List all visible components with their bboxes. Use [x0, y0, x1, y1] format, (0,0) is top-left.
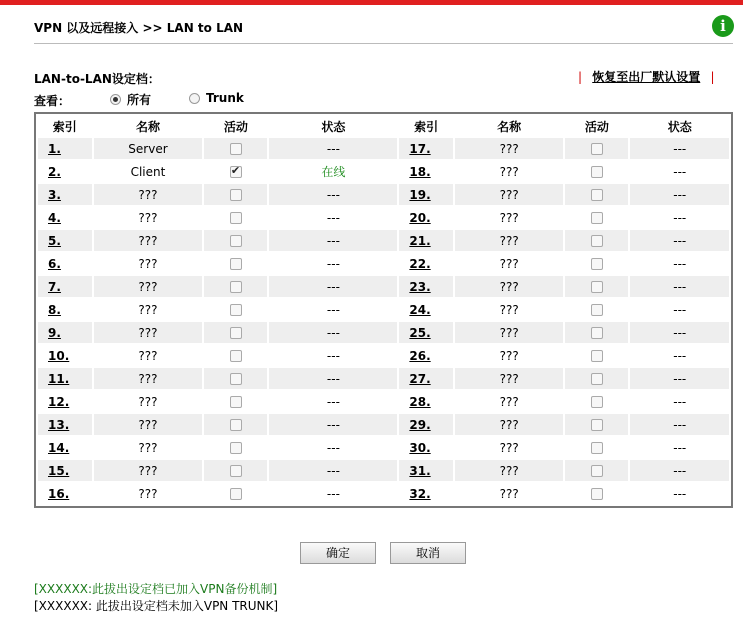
- lan-to-lan-table: [34, 112, 733, 508]
- profile-name: ???: [94, 414, 203, 435]
- profile-index-link[interactable]: 32.: [409, 486, 431, 501]
- profile-name: ???: [94, 345, 203, 366]
- active-cell: [565, 253, 628, 274]
- profile-index-link[interactable]: 14.: [48, 440, 70, 455]
- column-header-active: 活动: [584, 119, 609, 134]
- active-checkbox[interactable]: [230, 258, 242, 270]
- view-trunk-label: Trunk: [206, 91, 244, 105]
- profile-index-link[interactable]: 28.: [409, 394, 431, 409]
- active-cell: [565, 391, 628, 412]
- profile-name: ???: [455, 230, 563, 251]
- active-checkbox[interactable]: [591, 143, 603, 155]
- table-row: [38, 207, 729, 228]
- active-cell: [204, 184, 267, 205]
- table-row: [38, 161, 729, 182]
- status-cell: ---: [269, 230, 397, 251]
- profile-index-cell: [399, 437, 453, 458]
- profile-index-cell: [38, 345, 92, 366]
- profile-index-link[interactable]: 2.: [48, 164, 61, 179]
- profile-name: ???: [455, 138, 563, 159]
- active-cell: [565, 460, 628, 481]
- status-cell: ---: [630, 414, 729, 435]
- profile-index-link[interactable]: 27.: [409, 371, 431, 386]
- cancel-button[interactable]: 取消: [390, 542, 466, 564]
- active-checkbox[interactable]: [230, 281, 242, 293]
- active-cell: [565, 437, 628, 458]
- restore-defaults: [578, 68, 714, 85]
- status-cell: ---: [630, 437, 729, 458]
- profile-index-link[interactable]: 9.: [48, 325, 61, 340]
- status-cell: ---: [269, 437, 397, 458]
- table-row: [38, 138, 729, 159]
- active-checkbox[interactable]: [230, 166, 242, 178]
- view-all-option[interactable]: [110, 91, 151, 108]
- profile-index-cell: [38, 368, 92, 389]
- active-checkbox[interactable]: [230, 419, 242, 431]
- profile-index-link[interactable]: 4.: [48, 210, 61, 225]
- active-cell: [565, 345, 628, 366]
- active-checkbox[interactable]: [591, 304, 603, 316]
- active-checkbox[interactable]: [230, 396, 242, 408]
- column-header-index: 索引: [414, 119, 439, 134]
- profile-index-link[interactable]: 10.: [48, 348, 70, 363]
- profile-index-cell: [399, 414, 453, 435]
- active-checkbox[interactable]: [230, 143, 242, 155]
- active-checkbox[interactable]: [230, 327, 242, 339]
- active-checkbox[interactable]: [230, 304, 242, 316]
- top-accent-bar: [0, 0, 743, 5]
- profile-index-cell: [38, 230, 92, 251]
- profile-name: ???: [455, 391, 563, 412]
- profile-index-cell: [38, 437, 92, 458]
- profile-index-link[interactable]: 31.: [409, 463, 431, 478]
- view-trunk-option[interactable]: [189, 91, 244, 105]
- status-cell: ---: [269, 391, 397, 412]
- profile-index-cell: [399, 322, 453, 343]
- ok-button[interactable]: 确定: [300, 542, 376, 564]
- active-checkbox[interactable]: [591, 465, 603, 477]
- column-header-index: 索引: [52, 119, 77, 134]
- profile-name: ???: [94, 207, 203, 228]
- active-cell: [565, 414, 628, 435]
- column-header-status: 状态: [321, 119, 346, 134]
- profile-index-cell: [399, 230, 453, 251]
- profile-index-link[interactable]: 20.: [409, 210, 431, 225]
- status-cell: ---: [269, 460, 397, 481]
- profile-name: ???: [455, 276, 563, 297]
- active-cell: [204, 483, 267, 504]
- active-cell: [204, 138, 267, 159]
- active-checkbox[interactable]: [591, 166, 603, 178]
- profile-name: Server: [94, 138, 203, 159]
- table-row: [38, 414, 729, 435]
- profile-index-link[interactable]: 22.: [409, 256, 431, 271]
- separator: |: [578, 70, 583, 84]
- status-cell: ---: [269, 322, 397, 343]
- view-label: 查看：: [34, 94, 71, 108]
- profile-name: ???: [455, 460, 563, 481]
- profile-index-link[interactable]: 15.: [48, 463, 70, 478]
- profile-name: ???: [455, 207, 563, 228]
- profile-index-link[interactable]: 5.: [48, 233, 61, 248]
- table-row: [38, 483, 729, 504]
- profile-index-cell: [38, 207, 92, 228]
- status-cell: ---: [630, 207, 729, 228]
- active-checkbox[interactable]: [230, 212, 242, 224]
- profile-index-cell: [399, 391, 453, 412]
- table-row: [38, 276, 729, 297]
- active-checkbox[interactable]: [230, 465, 242, 477]
- separator: |: [710, 70, 715, 84]
- profile-index-link[interactable]: 23.: [409, 279, 431, 294]
- profile-index-cell: [38, 138, 92, 159]
- active-cell: [565, 138, 628, 159]
- view-trunk-radio[interactable]: [189, 93, 200, 104]
- view-all-radio[interactable]: [110, 94, 121, 105]
- active-cell: [565, 230, 628, 251]
- profile-name: ???: [94, 391, 203, 412]
- column-header-name: 名称: [497, 119, 522, 134]
- active-checkbox[interactable]: [230, 189, 242, 201]
- profile-index-link[interactable]: 25.: [409, 325, 431, 340]
- active-checkbox[interactable]: [591, 442, 603, 454]
- profile-name: ???: [455, 322, 563, 343]
- table-row: [38, 322, 729, 343]
- active-cell: [204, 230, 267, 251]
- active-checkbox[interactable]: [591, 373, 603, 385]
- profile-name: ???: [94, 184, 203, 205]
- page-title: VPN 以及远程接入 >> LAN to LAN: [34, 21, 244, 35]
- profile-index-link[interactable]: 6.: [48, 256, 61, 271]
- table-row: [38, 184, 729, 205]
- active-checkbox[interactable]: [591, 235, 603, 247]
- profile-index-cell: [38, 460, 92, 481]
- table-row: [38, 230, 729, 251]
- profile-index-link[interactable]: 30.: [409, 440, 431, 455]
- status-cell: ---: [630, 322, 729, 343]
- active-checkbox[interactable]: [591, 350, 603, 362]
- status-cell: ---: [269, 207, 397, 228]
- profile-index-link[interactable]: 18.: [409, 164, 431, 179]
- status-cell: ---: [269, 184, 397, 205]
- status-cell: ---: [630, 345, 729, 366]
- status-cell: ---: [269, 138, 397, 159]
- status-cell: ---: [269, 368, 397, 389]
- trunk-note: [XXXXXX: 此拔出设定档未加入VPN TRUNK]: [34, 599, 279, 613]
- divider: [34, 43, 733, 44]
- status-cell: ---: [630, 460, 729, 481]
- profile-index-cell: [38, 299, 92, 320]
- active-checkbox[interactable]: [230, 235, 242, 247]
- profile-name: ???: [94, 230, 203, 251]
- profile-name: ???: [455, 345, 563, 366]
- profile-index-link[interactable]: 17.: [409, 141, 431, 156]
- active-checkbox[interactable]: [591, 258, 603, 270]
- profile-index-cell: [38, 391, 92, 412]
- active-checkbox[interactable]: [591, 396, 603, 408]
- active-checkbox[interactable]: [591, 281, 603, 293]
- status-cell: ---: [630, 138, 729, 159]
- active-checkbox[interactable]: [591, 189, 603, 201]
- profile-name: ???: [94, 253, 203, 274]
- profile-name: ???: [94, 483, 203, 504]
- status-cell: ---: [630, 161, 729, 182]
- profiles-label: LAN-to-LAN设定档：: [34, 72, 160, 86]
- profile-index-cell: [399, 276, 453, 297]
- table-row: [38, 391, 729, 412]
- status-cell: ---: [269, 414, 397, 435]
- profile-index-link[interactable]: 29.: [409, 417, 431, 432]
- table-row: [38, 253, 729, 274]
- active-cell: [565, 299, 628, 320]
- profile-name: ???: [455, 414, 563, 435]
- profile-name: ???: [455, 299, 563, 320]
- profile-index-cell: [399, 161, 453, 182]
- restore-defaults-link[interactable]: 恢复至出厂默认设置: [592, 70, 701, 84]
- active-cell: [565, 322, 628, 343]
- active-cell: [565, 207, 628, 228]
- table-row: [38, 299, 729, 320]
- active-cell: [565, 161, 628, 182]
- active-cell: [565, 368, 628, 389]
- active-cell: [204, 391, 267, 412]
- status-cell: ---: [269, 299, 397, 320]
- profile-index-link[interactable]: 1.: [48, 141, 61, 156]
- table-header: [38, 116, 729, 136]
- column-header-name: 名称: [135, 119, 160, 134]
- profile-index-link[interactable]: 26.: [409, 348, 431, 363]
- status-cell: ---: [630, 299, 729, 320]
- profile-index-link[interactable]: 13.: [48, 417, 70, 432]
- active-cell: [204, 345, 267, 366]
- profile-index-link[interactable]: 16.: [48, 486, 70, 501]
- active-checkbox[interactable]: [230, 442, 242, 454]
- profile-index-cell: [38, 414, 92, 435]
- active-cell: [204, 299, 267, 320]
- active-cell: [204, 322, 267, 343]
- profile-index-cell: [38, 161, 92, 182]
- profile-name: ???: [455, 253, 563, 274]
- profile-index-cell: [399, 207, 453, 228]
- profile-name: ???: [455, 184, 563, 205]
- table-row: [38, 368, 729, 389]
- profile-index-link[interactable]: 12.: [48, 394, 70, 409]
- profile-index-cell: [399, 253, 453, 274]
- profile-index-cell: [399, 460, 453, 481]
- profile-name: ???: [94, 437, 203, 458]
- active-checkbox[interactable]: [230, 488, 242, 500]
- profile-index-cell: [38, 322, 92, 343]
- active-cell: [204, 207, 267, 228]
- active-cell: [565, 276, 628, 297]
- active-checkbox[interactable]: [591, 327, 603, 339]
- profile-name: ???: [94, 299, 203, 320]
- profile-index-link[interactable]: 19.: [409, 187, 431, 202]
- status-cell: ---: [630, 230, 729, 251]
- profile-index-link[interactable]: 7.: [48, 279, 61, 294]
- profile-index-link[interactable]: 8.: [48, 302, 61, 317]
- view-all-label: 所有: [127, 93, 152, 107]
- active-cell: [204, 414, 267, 435]
- profile-index-cell: [399, 299, 453, 320]
- status-cell: ---: [630, 368, 729, 389]
- active-cell: [204, 161, 267, 182]
- table-row: [38, 437, 729, 458]
- status-cell: ---: [269, 345, 397, 366]
- status-cell: ---: [630, 253, 729, 274]
- status-cell: ---: [269, 276, 397, 297]
- table-row: [38, 345, 729, 366]
- profile-name: ???: [94, 276, 203, 297]
- active-cell: [204, 437, 267, 458]
- active-checkbox[interactable]: [230, 373, 242, 385]
- profile-index-cell: [399, 138, 453, 159]
- active-checkbox[interactable]: [591, 419, 603, 431]
- profile-index-link[interactable]: 24.: [409, 302, 431, 317]
- profile-index-cell: [38, 184, 92, 205]
- profile-index-cell: [38, 483, 92, 504]
- profile-name: ???: [455, 483, 563, 504]
- profile-index-link[interactable]: 11.: [48, 371, 70, 386]
- profile-index-cell: [38, 253, 92, 274]
- profile-index-cell: [399, 368, 453, 389]
- active-cell: [204, 253, 267, 274]
- active-checkbox[interactable]: [591, 488, 603, 500]
- active-cell: [565, 483, 628, 504]
- profile-name: Client: [94, 161, 203, 182]
- status-cell: ---: [630, 391, 729, 412]
- status-cell: 在线: [269, 161, 397, 182]
- profile-index-cell: [399, 184, 453, 205]
- profile-index-cell: [399, 483, 453, 504]
- profile-name: ???: [94, 368, 203, 389]
- status-cell: ---: [269, 483, 397, 504]
- status-cell: ---: [630, 483, 729, 504]
- column-header-active: 活动: [223, 119, 248, 134]
- status-cell: ---: [269, 253, 397, 274]
- profile-index-link[interactable]: 21.: [409, 233, 431, 248]
- status-cell: ---: [630, 184, 729, 205]
- profile-index-link[interactable]: 3.: [48, 187, 61, 202]
- profile-name: ???: [455, 437, 563, 458]
- info-icon[interactable]: i: [712, 15, 734, 37]
- active-checkbox[interactable]: [230, 350, 242, 362]
- active-cell: [204, 368, 267, 389]
- profile-name: ???: [455, 161, 563, 182]
- active-cell: [565, 184, 628, 205]
- table-row: [38, 460, 729, 481]
- active-cell: [204, 460, 267, 481]
- column-header-status: 状态: [667, 119, 692, 134]
- status-cell: ---: [630, 276, 729, 297]
- active-checkbox[interactable]: [591, 212, 603, 224]
- profile-name: ???: [94, 460, 203, 481]
- active-cell: [204, 276, 267, 297]
- backup-note: [XXXXXX:此拔出设定档已加入VPN备份机制]: [34, 582, 278, 596]
- profile-name: ???: [455, 368, 563, 389]
- profile-index-cell: [38, 276, 92, 297]
- profile-name: ???: [94, 322, 203, 343]
- profile-index-cell: [399, 345, 453, 366]
